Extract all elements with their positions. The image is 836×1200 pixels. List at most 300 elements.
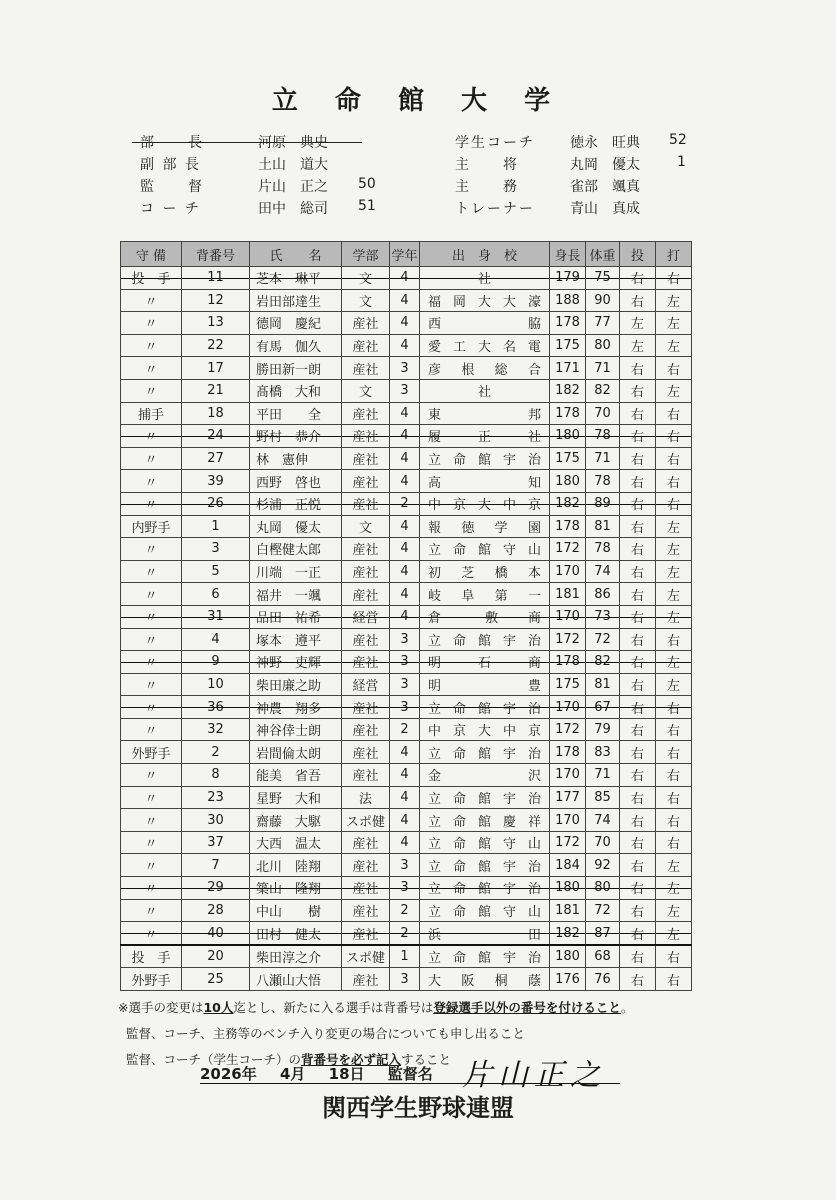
table-cell: 72 — [586, 899, 620, 922]
table-cell: 4 — [390, 583, 420, 606]
table-cell: 8 — [182, 764, 250, 787]
table-cell: 右 — [620, 267, 656, 290]
table-cell: 柴田廉之助 — [250, 673, 342, 696]
table-cell: 32 — [182, 718, 250, 741]
note-line — [118, 1024, 633, 1050]
table-cell: 左 — [656, 651, 692, 674]
table-cell: 大 阪 桐 蔭 — [420, 968, 550, 991]
table-cell: 立 命 館 宇 治 — [420, 854, 550, 877]
column-header: 体重 — [586, 242, 620, 267]
table-row — [121, 899, 692, 922]
table-cell: 3 — [390, 968, 420, 991]
table-cell: 〃 — [121, 696, 182, 719]
table-cell: 75 — [586, 267, 620, 290]
table-cell: 4 — [390, 764, 420, 787]
table-cell: 7 — [182, 854, 250, 877]
table-cell: 左 — [656, 583, 692, 606]
table-cell: 能美 省吾 — [250, 764, 342, 787]
table-cell: 右 — [656, 628, 692, 651]
table-cell: 2 — [390, 718, 420, 741]
table-cell: 3 — [182, 538, 250, 561]
table-cell: 北川 陸翔 — [250, 854, 342, 877]
table-cell: 10 — [182, 673, 250, 696]
table-cell: 〃 — [121, 831, 182, 854]
table-row — [121, 922, 692, 945]
table-cell: 4 — [390, 741, 420, 764]
table-cell: 右 — [656, 809, 692, 832]
table-cell: 産社 — [342, 854, 390, 877]
table-cell: 3 — [390, 673, 420, 696]
table-cell: 左 — [656, 899, 692, 922]
staff-role: 学生コーチ — [455, 135, 535, 151]
table-row — [121, 425, 692, 448]
table-cell: 中山 樹 — [250, 899, 342, 922]
staff-row — [140, 176, 400, 198]
table-cell: 178 — [550, 515, 586, 538]
table-cell: 神農 翔多 — [250, 696, 342, 719]
table-cell: 芝本 琳平 — [250, 267, 342, 290]
table-cell: 4 — [390, 312, 420, 335]
staff-name: 丸岡 優太 — [570, 157, 640, 173]
table-cell: 78 — [586, 425, 620, 448]
table-cell: 有馬 伽久 — [250, 334, 342, 357]
table-cell: 4 — [390, 515, 420, 538]
table-cell: 愛 工 大 名 電 — [420, 334, 550, 357]
table-cell: 産社 — [342, 831, 390, 854]
table-cell: 〃 — [121, 809, 182, 832]
table-cell: 79 — [586, 718, 620, 741]
table-cell: 176 — [550, 968, 586, 991]
table-cell: 3 — [390, 357, 420, 380]
table-cell: 田村 健太 — [250, 922, 342, 945]
table-cell: 左 — [620, 312, 656, 335]
table-cell: 柴田淳之介 — [250, 945, 342, 968]
table-cell: 立 命 館 宇 治 — [420, 447, 550, 470]
staff-row — [140, 154, 400, 176]
table-cell: 塚本 遵平 — [250, 628, 342, 651]
table-cell: 68 — [586, 945, 620, 968]
table-cell: 報 徳 学 園 — [420, 515, 550, 538]
table-cell: 4 — [390, 402, 420, 425]
table-cell: 右 — [656, 447, 692, 470]
table-row — [121, 831, 692, 854]
table-cell: 立 命 館 守 山 — [420, 538, 550, 561]
table-cell: 文 — [342, 515, 390, 538]
table-cell: 社 — [420, 379, 550, 402]
table-cell: 〃 — [121, 877, 182, 900]
table-cell: 立 命 館 守 山 — [420, 831, 550, 854]
table-cell: 17 — [182, 357, 250, 380]
staff-role: 主 務 — [455, 179, 519, 195]
table-cell: 〃 — [121, 289, 182, 312]
table-cell: 立 命 館 宇 治 — [420, 786, 550, 809]
table-cell: 18 — [182, 402, 250, 425]
table-row — [121, 379, 692, 402]
table-cell: 27 — [182, 447, 250, 470]
table-cell: 右 — [656, 968, 692, 991]
table-row — [121, 945, 692, 968]
table-cell: 〃 — [121, 357, 182, 380]
staff-right — [455, 132, 695, 220]
table-cell: 170 — [550, 696, 586, 719]
table-cell: 3 — [390, 877, 420, 900]
table-cell: 岩間倫太朗 — [250, 741, 342, 764]
table-cell: 〃 — [121, 786, 182, 809]
table-cell: 71 — [586, 764, 620, 787]
table-cell: 産社 — [342, 425, 390, 448]
table-row — [121, 877, 692, 900]
staff-role: コ ー チ — [140, 201, 201, 217]
staff-number: 52 — [669, 132, 687, 148]
staff-name: 河原 典史 — [258, 135, 328, 151]
table-cell: 右 — [620, 651, 656, 674]
table-cell: 右 — [620, 425, 656, 448]
table-cell: 左 — [656, 289, 692, 312]
staff-row — [455, 176, 695, 198]
table-cell: 〃 — [121, 764, 182, 787]
table-cell: 外野手 — [121, 968, 182, 991]
table-cell: 右 — [656, 741, 692, 764]
table-cell: 11 — [182, 267, 250, 290]
table-row — [121, 696, 692, 719]
staff-name: 青山 真成 — [570, 201, 640, 217]
table-cell: 76 — [586, 968, 620, 991]
table-cell: 右 — [620, 945, 656, 968]
table-cell: 右 — [620, 538, 656, 561]
table-cell: 83 — [586, 741, 620, 764]
table-cell: 4 — [390, 786, 420, 809]
table-cell: 履 正 社 — [420, 425, 550, 448]
table-cell: 産社 — [342, 312, 390, 335]
table-cell: 産社 — [342, 741, 390, 764]
table-cell: 26 — [182, 492, 250, 515]
table-cell: 72 — [586, 628, 620, 651]
table-cell: 右 — [620, 922, 656, 945]
table-cell: 〃 — [121, 922, 182, 945]
column-header: 学部 — [342, 242, 390, 267]
table-cell: 184 — [550, 854, 586, 877]
table-cell: 81 — [586, 515, 620, 538]
table-cell: 野村 恭介 — [250, 425, 342, 448]
table-cell: 右 — [656, 267, 692, 290]
table-row — [121, 741, 692, 764]
table-cell: 70 — [586, 831, 620, 854]
table-cell: 右 — [620, 831, 656, 854]
note-text: ※選手の変更は — [118, 1000, 204, 1015]
table-cell: 89 — [586, 492, 620, 515]
table-cell: 産社 — [342, 470, 390, 493]
table-cell: 神谷倖士朗 — [250, 718, 342, 741]
table-cell: 産社 — [342, 538, 390, 561]
table-cell: 81 — [586, 673, 620, 696]
table-cell: 立 命 館 宇 治 — [420, 877, 550, 900]
table-cell: 左 — [656, 673, 692, 696]
staff-row — [140, 198, 400, 220]
table-cell: 丸岡 優太 — [250, 515, 342, 538]
table-row — [121, 809, 692, 832]
table-cell: 右 — [620, 492, 656, 515]
table-cell: 右 — [620, 447, 656, 470]
table-cell: 法 — [342, 786, 390, 809]
table-cell: 左 — [656, 379, 692, 402]
table-cell: 78 — [586, 470, 620, 493]
table-cell: 東 邦 — [420, 402, 550, 425]
table-cell: 40 — [182, 922, 250, 945]
table-cell: 5 — [182, 560, 250, 583]
table-cell: 170 — [550, 605, 586, 628]
table-cell: 〃 — [121, 899, 182, 922]
table-cell: 右 — [620, 583, 656, 606]
sign-label: 監督名 — [387, 1065, 433, 1083]
table-cell: 八瀬山大悟 — [250, 968, 342, 991]
table-cell: 3 — [390, 854, 420, 877]
table-cell: 175 — [550, 447, 586, 470]
table-cell: 39 — [182, 470, 250, 493]
staff-role: トレーナー — [455, 201, 535, 217]
staff-row — [455, 154, 695, 176]
table-cell: 6 — [182, 583, 250, 606]
table-cell: 倉 敷 商 — [420, 605, 550, 628]
table-cell: 産社 — [342, 402, 390, 425]
table-row — [121, 492, 692, 515]
sign-line — [200, 1063, 451, 1084]
note-emphasis: 背番号を必ず記入 — [301, 1052, 402, 1067]
table-cell: 31 — [182, 605, 250, 628]
table-cell: 177 — [550, 786, 586, 809]
staff-number: 51 — [358, 198, 376, 214]
staff-name: 土山 道大 — [258, 157, 328, 173]
table-cell: 4 — [390, 334, 420, 357]
table-cell: 180 — [550, 425, 586, 448]
table-cell: 立 命 館 宇 治 — [420, 741, 550, 764]
table-cell: 右 — [620, 560, 656, 583]
table-cell: 内野手 — [121, 515, 182, 538]
table-cell: 78 — [586, 538, 620, 561]
table-cell: 4 — [390, 605, 420, 628]
table-cell: 9 — [182, 651, 250, 674]
note-text: 迄とし、新たに入る選手は背番号は — [233, 1000, 434, 1015]
signature-underline — [200, 1083, 620, 1084]
table-cell: 経営 — [342, 673, 390, 696]
table-cell: 産社 — [342, 628, 390, 651]
table-cell: 左 — [656, 538, 692, 561]
table-cell: 〃 — [121, 492, 182, 515]
table-cell: 179 — [550, 267, 586, 290]
column-header: 学年 — [390, 242, 420, 267]
table-cell: 175 — [550, 334, 586, 357]
table-cell: 高 知 — [420, 470, 550, 493]
table-cell: 2 — [390, 899, 420, 922]
table-cell: 捕手 — [121, 402, 182, 425]
table-cell: 82 — [586, 651, 620, 674]
table-cell: 182 — [550, 922, 586, 945]
staff-left — [140, 132, 400, 220]
table-row — [121, 312, 692, 335]
table-cell: 左 — [656, 515, 692, 538]
table-cell: 〃 — [121, 379, 182, 402]
table-cell: 178 — [550, 402, 586, 425]
table-cell: 〃 — [121, 447, 182, 470]
table-cell: 3 — [390, 628, 420, 651]
staff-row — [455, 198, 695, 220]
table-cell: 右 — [620, 628, 656, 651]
table-row — [121, 334, 692, 357]
table-cell: 右 — [656, 786, 692, 809]
table-cell: 川端 一正 — [250, 560, 342, 583]
table-cell: 〃 — [121, 425, 182, 448]
note-text: 監督、コーチ、主務等のベンチ入り変更の場合についても申し出ること — [126, 1026, 525, 1041]
table-cell: 180 — [550, 877, 586, 900]
table-cell: 〃 — [121, 854, 182, 877]
table-cell: 左 — [656, 312, 692, 335]
table-cell: 〃 — [121, 628, 182, 651]
table-cell: 立 命 館 宇 治 — [420, 945, 550, 968]
table-cell: 3 — [390, 651, 420, 674]
note-text: 。 — [620, 1000, 634, 1015]
table-cell: 24 — [182, 425, 250, 448]
table-cell: 67 — [586, 696, 620, 719]
staff-number: 1 — [677, 154, 686, 170]
table-cell: 明 豊 — [420, 673, 550, 696]
table-cell: 産社 — [342, 899, 390, 922]
table-cell: 産社 — [342, 492, 390, 515]
table-cell: 右 — [620, 515, 656, 538]
table-cell: 〃 — [121, 560, 182, 583]
table-cell: 4 — [390, 447, 420, 470]
table-cell: 82 — [586, 379, 620, 402]
staff-role: 部 長 — [140, 135, 204, 151]
table-cell: 浜 田 — [420, 922, 550, 945]
league-name: 関西学生野球連盟 — [322, 1094, 514, 1122]
sign-year: 2026年 — [200, 1065, 257, 1083]
table-row — [121, 402, 692, 425]
table-cell: 4 — [390, 809, 420, 832]
table-cell: 188 — [550, 289, 586, 312]
table-cell: 左 — [656, 877, 692, 900]
table-cell: 産社 — [342, 877, 390, 900]
table-row — [121, 357, 692, 380]
table-cell: 彦 根 総 合 — [420, 357, 550, 380]
table-cell: 170 — [550, 809, 586, 832]
table-cell: 172 — [550, 628, 586, 651]
table-cell: 髙橋 大和 — [250, 379, 342, 402]
sign-month: 4月 — [279, 1065, 306, 1083]
table-cell: 86 — [586, 583, 620, 606]
table-cell: 〃 — [121, 583, 182, 606]
table-cell: 産社 — [342, 447, 390, 470]
column-header: 出 身 校 — [420, 242, 550, 267]
table-cell: 〃 — [121, 470, 182, 493]
table-cell: スポ健 — [342, 945, 390, 968]
staff-role: 主 将 — [455, 157, 519, 173]
staff-name: 片山 正之 — [258, 179, 328, 195]
table-cell: 左 — [656, 605, 692, 628]
table-cell: 172 — [550, 538, 586, 561]
table-cell: 182 — [550, 492, 586, 515]
table-cell: 中 京 大 中 京 — [420, 492, 550, 515]
table-cell: 明 石 商 — [420, 651, 550, 674]
table-cell: 右 — [620, 741, 656, 764]
table-cell: 右 — [656, 696, 692, 719]
table-cell: 74 — [586, 560, 620, 583]
table-cell: 右 — [620, 673, 656, 696]
table-cell: 中 京 大 中 京 — [420, 718, 550, 741]
table-cell: 〃 — [121, 312, 182, 335]
table-cell: 右 — [620, 877, 656, 900]
column-header: 守 備 — [121, 242, 182, 267]
strike-line — [132, 142, 362, 143]
table-row — [121, 538, 692, 561]
table-cell: 産社 — [342, 922, 390, 945]
table-row — [121, 289, 692, 312]
table-cell: 立 命 館 慶 祥 — [420, 809, 550, 832]
table-cell: 産社 — [342, 651, 390, 674]
table-row — [121, 854, 692, 877]
table-cell: 産社 — [342, 357, 390, 380]
table-cell: 175 — [550, 673, 586, 696]
table-cell: 29 — [182, 877, 250, 900]
table-cell: 23 — [182, 786, 250, 809]
table-cell: 右 — [620, 696, 656, 719]
table-cell: 左 — [656, 560, 692, 583]
table-cell: 右 — [620, 764, 656, 787]
staff-row — [455, 132, 695, 154]
table-cell: 87 — [586, 922, 620, 945]
column-header: 投 — [620, 242, 656, 267]
table-cell: 右 — [620, 899, 656, 922]
table-cell: 30 — [182, 809, 250, 832]
table-cell: 神野 吏輝 — [250, 651, 342, 674]
table-cell: 右 — [620, 809, 656, 832]
table-cell: 4 — [390, 560, 420, 583]
table-row — [121, 628, 692, 651]
table-row — [121, 267, 692, 290]
table-cell: 立 命 館 宇 治 — [420, 628, 550, 651]
table-cell: 74 — [586, 809, 620, 832]
table-cell: 岩田部達生 — [250, 289, 342, 312]
table-cell: 85 — [586, 786, 620, 809]
table-cell: 170 — [550, 560, 586, 583]
table-cell: 180 — [550, 470, 586, 493]
table-cell: 13 — [182, 312, 250, 335]
table-cell: 右 — [656, 402, 692, 425]
table-cell: 齋藤 大駆 — [250, 809, 342, 832]
table-cell: 右 — [620, 402, 656, 425]
team-title: 立 命 館 大 学 — [271, 86, 565, 116]
table-cell: 右 — [656, 357, 692, 380]
table-cell: 71 — [586, 357, 620, 380]
table-cell: 〃 — [121, 718, 182, 741]
column-header: 氏 名 — [250, 242, 342, 267]
table-row — [121, 470, 692, 493]
table-cell: 4 — [390, 289, 420, 312]
table-row — [121, 764, 692, 787]
table-row — [121, 651, 692, 674]
staff-name: 徳永 旺典 — [570, 135, 640, 151]
table-cell: 投 手 — [121, 267, 182, 290]
sign-day: 18日 — [328, 1065, 365, 1083]
table-cell: 福 岡 大 大 濠 — [420, 289, 550, 312]
table-cell: 右 — [656, 718, 692, 741]
table-cell: 3 — [390, 696, 420, 719]
table-cell: 4 — [390, 425, 420, 448]
table-cell: 右 — [620, 357, 656, 380]
table-cell: 星野 大和 — [250, 786, 342, 809]
table-cell: 181 — [550, 583, 586, 606]
staff-name: 田中 総司 — [258, 201, 328, 217]
table-cell: 初 芝 橋 本 — [420, 560, 550, 583]
table-cell: 4 — [390, 831, 420, 854]
